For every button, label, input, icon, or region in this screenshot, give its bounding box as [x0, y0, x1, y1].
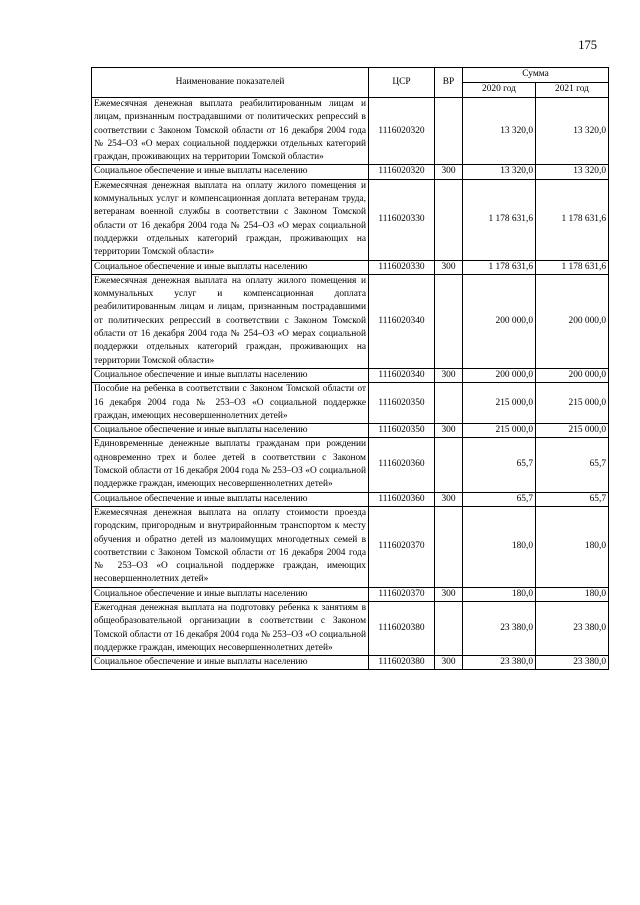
table-row-expense-item	[92, 274, 609, 368]
cell-csr: 1116020340	[369, 274, 435, 368]
table-row-subtotal	[92, 165, 609, 179]
cell-amount-2021: 23 380,0	[536, 656, 609, 670]
cell-amount-2021: 200 000,0	[536, 368, 609, 382]
cell-amount-2021: 215 000,0	[536, 424, 609, 438]
cell-amount-2021: 1 178 631,6	[536, 260, 609, 274]
cell-name: Ежемесячная денежная выплата на оплату жилого помещения и коммунальных услуг и компенсационная доплата реабилитированным лицам и лицам, признанным пострадавшими от политических репрессий в соответствии с Законом Томской области от 16 декабря 2004 года № 254–ОЗ «О мерах социальной поддержки отдельных категорий граждан, проживающих на территории Томской области»	[92, 274, 369, 368]
cell-vr: 300	[435, 165, 463, 179]
table-row-subtotal	[92, 656, 609, 670]
cell-amount-2021: 65,7	[536, 492, 609, 506]
cell-vr	[435, 601, 463, 655]
cell-vr	[435, 98, 463, 165]
cell-csr: 1116020330	[369, 260, 435, 274]
cell-amount-2021: 65,7	[536, 438, 609, 492]
cell-name: Социальное обеспечение и иные выплаты населению	[92, 492, 369, 506]
header-year-2021: 2021 год	[536, 83, 609, 98]
cell-amount-2021: 215 000,0	[536, 383, 609, 424]
cell-name: Ежегодная денежная выплата на подготовку ребенка к занятиям в общеобразовательной организации в соответствии с Законом Томской области от 16 декабря 2004 года № 253–ОЗ «О социальной поддержке граждан, имеющих несовершеннолетних детей»	[92, 601, 369, 655]
cell-amount-2021: 1 178 631,6	[536, 179, 609, 260]
table-row-subtotal	[92, 424, 609, 438]
cell-amount-2020: 180,0	[463, 506, 536, 587]
cell-vr: 300	[435, 260, 463, 274]
cell-vr: 300	[435, 424, 463, 438]
table-row-subtotal	[92, 492, 609, 506]
cell-vr: 300	[435, 587, 463, 601]
cell-name: Социальное обеспечение и иные выплаты населению	[92, 587, 369, 601]
cell-amount-2020: 1 178 631,6	[463, 179, 536, 260]
cell-vr	[435, 179, 463, 260]
header-csr: ЦСР	[369, 68, 435, 98]
cell-amount-2020: 180,0	[463, 587, 536, 601]
cell-amount-2021: 180,0	[536, 587, 609, 601]
cell-amount-2021: 180,0	[536, 506, 609, 587]
cell-csr: 1116020350	[369, 383, 435, 424]
table-row-expense-item	[92, 438, 609, 492]
cell-csr: 1116020360	[369, 438, 435, 492]
table-row-expense-item	[92, 506, 609, 587]
cell-vr: 300	[435, 368, 463, 382]
cell-amount-2021: 13 320,0	[536, 165, 609, 179]
cell-amount-2020: 1 178 631,6	[463, 260, 536, 274]
cell-csr: 1116020370	[369, 587, 435, 601]
cell-amount-2020: 23 380,0	[463, 656, 536, 670]
cell-csr: 1116020320	[369, 165, 435, 179]
cell-name: Социальное обеспечение и иные выплаты населению	[92, 656, 369, 670]
table-row-subtotal	[92, 587, 609, 601]
cell-csr: 1116020380	[369, 656, 435, 670]
table-row-expense-item	[92, 383, 609, 424]
table-row-expense-item	[92, 179, 609, 260]
table-body	[92, 98, 609, 670]
cell-name: Социальное обеспечение и иные выплаты населению	[92, 165, 369, 179]
table-row-subtotal	[92, 260, 609, 274]
cell-name: Социальное обеспечение и иные выплаты населению	[92, 368, 369, 382]
header-sum: Сумма	[463, 68, 609, 83]
cell-vr	[435, 438, 463, 492]
cell-amount-2020: 13 320,0	[463, 165, 536, 179]
cell-csr: 1116020380	[369, 601, 435, 655]
page-number: 175	[578, 38, 597, 52]
header-name: Наименование показателей	[92, 68, 369, 98]
cell-name: Социальное обеспечение и иные выплаты населению	[92, 260, 369, 274]
cell-csr: 1116020340	[369, 368, 435, 382]
cell-amount-2020: 200 000,0	[463, 274, 536, 368]
cell-amount-2020: 215 000,0	[463, 424, 536, 438]
cell-amount-2020: 65,7	[463, 492, 536, 506]
cell-name: Ежемесячная денежная выплата на оплату жилого помещения и коммунальных услуг и компенсационная доплата ветеранам труда, ветеранам военной службы в соответствии с Законом Томской области от 16 декабря 2004 года № 254–ОЗ «О мерах социальной поддержки отдельных категорий граждан, проживающих на территории Томской области»	[92, 179, 369, 260]
header-vr: ВР	[435, 68, 463, 98]
cell-name: Социальное обеспечение и иные выплаты населению	[92, 424, 369, 438]
table-row-expense-item	[92, 601, 609, 655]
cell-csr: 1116020370	[369, 506, 435, 587]
cell-name: Ежемесячная денежная выплата реабилитированным лицам и лицам, признанным пострадавшими от политических репрессий в соответствии с Законом Томской области от 16 декабря 2004 года № 254–ОЗ «О мерах социальной поддержки отдельных категорий граждан, проживающих на территории Томской области»	[92, 98, 369, 165]
cell-amount-2020: 13 320,0	[463, 98, 536, 165]
cell-amount-2020: 200 000,0	[463, 368, 536, 382]
cell-vr: 300	[435, 656, 463, 670]
cell-vr	[435, 383, 463, 424]
cell-amount-2020: 65,7	[463, 438, 536, 492]
cell-csr: 1116020360	[369, 492, 435, 506]
header-year-2020: 2020 год	[463, 83, 536, 98]
cell-amount-2020: 215 000,0	[463, 383, 536, 424]
cell-csr: 1116020330	[369, 179, 435, 260]
cell-amount-2021: 13 320,0	[536, 98, 609, 165]
cell-amount-2021: 23 380,0	[536, 601, 609, 655]
budget-table	[91, 67, 609, 670]
cell-amount-2021: 200 000,0	[536, 274, 609, 368]
cell-vr: 300	[435, 492, 463, 506]
cell-csr: 1116020320	[369, 98, 435, 165]
cell-vr	[435, 506, 463, 587]
cell-name: Ежемесячная денежная выплата на оплату стоимости проезда городским, пригородным и внутрирайонным транспортом к месту обучения и обратно детей из малоимущих многодетных семей в соответствии с Законом Томской области от 16 декабря 2004 года № 253–ОЗ «О социальной поддержке граждан, имеющих несовершеннолетних детей»	[92, 506, 369, 587]
cell-amount-2020: 23 380,0	[463, 601, 536, 655]
cell-vr	[435, 274, 463, 368]
table-row-expense-item	[92, 98, 609, 165]
table-row-subtotal	[92, 368, 609, 382]
cell-name: Пособие на ребенка в соответствии с Законом Томской области от 16 декабря 2004 года № 253–ОЗ «О социальной поддержке граждан, имеющих несовершеннолетних детей»	[92, 383, 369, 424]
cell-csr: 1116020350	[369, 424, 435, 438]
cell-name: Единовременные денежные выплаты гражданам при рождении одновременно трех и более детей в соответствии с Законом Томской области от 16 декабря 2004 года № 253–ОЗ «О социальной поддержке граждан, имеющих несовершеннолетних детей»	[92, 438, 369, 492]
